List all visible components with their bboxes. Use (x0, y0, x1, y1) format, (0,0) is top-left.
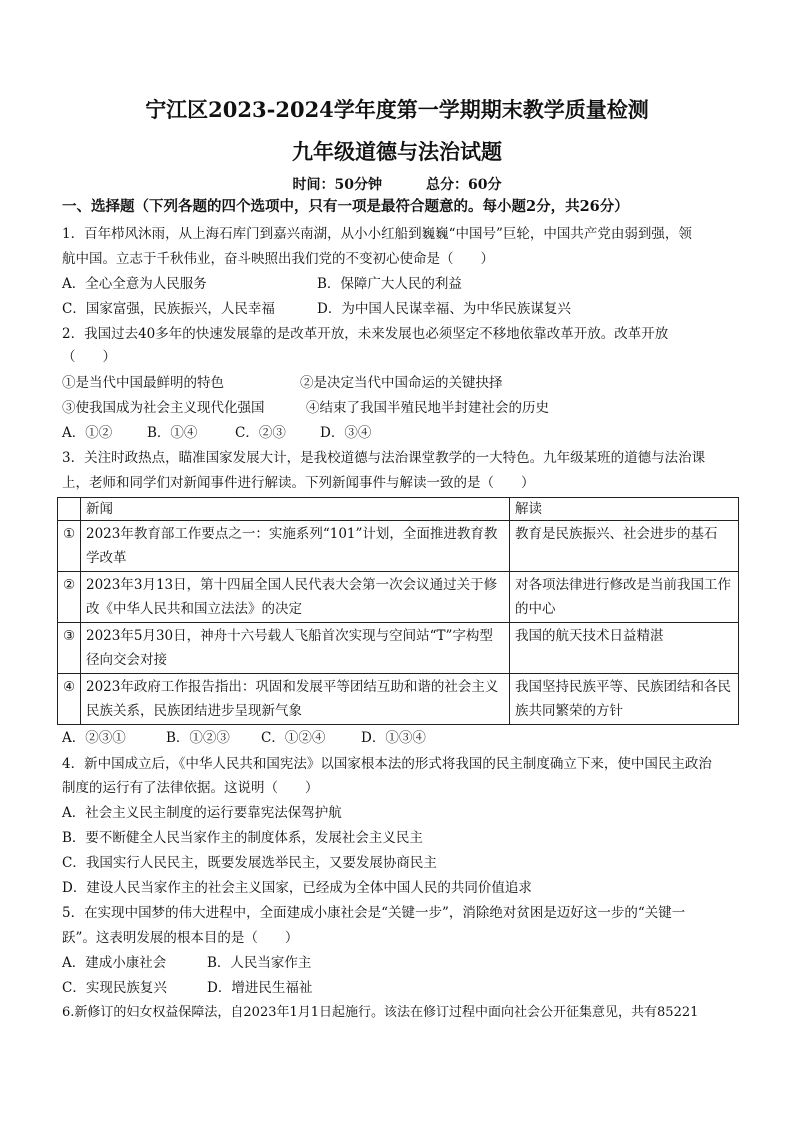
q2-option-a: A．①② (62, 425, 113, 441)
table-row (58, 521, 739, 572)
q5-option-d: D．增进民生福祉 (207, 980, 313, 996)
time-label: 时间：50分钟 (292, 177, 382, 193)
table-row (58, 623, 739, 674)
row-number: ① (58, 521, 81, 572)
row-reading: 我国坚持民族平等、民族团结和各民族共同繁荣的方针 (510, 674, 739, 725)
row-number: ③ (58, 623, 81, 674)
table-header-news: 新闻 (81, 498, 510, 521)
q1-option-d: D．为中国人民谋幸福、为中华民族谋复兴 (317, 301, 571, 317)
row-number: ② (58, 572, 81, 623)
table-header-num (58, 498, 81, 521)
row-reading: 对各项法律进行修改是当前我国工作的中心 (510, 572, 739, 623)
row-reading: 我国的航天技术日益精湛 (510, 623, 739, 674)
score-label: 总分：60分 (426, 177, 502, 193)
q2-stem-line1: 2．我国过去40多年的快速发展靠的是改革开放，未来发展也必须坚定不移地依靠改革开放。改革开放 (62, 326, 669, 342)
q6-stem-line1: 6.新修订的妇女权益保障法，自2023年1月1日起施行。该法在修订过程中面向社会公开征集意见，共有85221 (62, 1005, 699, 1020)
q3-stem-line2: 上，老师和同学们对新闻事件进行解读。下列新闻事件与解读一致的是（ ） (62, 475, 535, 491)
q5-stem-line1: 5．在实现中国梦的伟大进程中，全面建成小康社会是“关键一步”，消除绝对贫困是迈好这一步的“关键一 (62, 905, 686, 921)
q1-stem-line2: 航中国。立志于千秋伟业，奋斗映照出我们党的不变初心使命是（ ） (62, 251, 494, 267)
q3-option-c: C．①②④ (261, 730, 326, 746)
table-header-reading: 解读 (510, 498, 739, 521)
q3-option-d: D．①③④ (361, 730, 426, 746)
q3-option-b: B．①②③ (166, 730, 230, 746)
table-row (58, 572, 739, 623)
row-news: 2023年教育部工作要点之一：实施系列“101”计划，全面推进教育教学改革 (81, 521, 510, 572)
q1-options-row2 (62, 300, 571, 318)
exam-title: 宁江区2023-2024学年度第一学期期末教学质量检测 (145, 97, 649, 122)
q2-option-c: C．②③ (235, 425, 286, 441)
q2-options (62, 424, 371, 442)
q4-stem-line1: 4．新中国成立后，《中华人民共和国宪法》以国家根本法的形式将我国的民主制度确立下来，使中国民主政治 (62, 756, 712, 772)
q5-option-c: C．实现民族复兴 (62, 980, 167, 996)
q2-statement-3: ③使我国成为社会主义现代化强国 (62, 400, 265, 416)
table-row (58, 674, 739, 725)
row-reading: 教育是民族振兴、社会进步的基石 (510, 521, 739, 572)
q4-option-a: A．社会主义民主制度的运行要靠宪法保驾护航 (62, 805, 342, 821)
q1-options-row1 (62, 275, 462, 293)
table-header-row (58, 498, 739, 521)
row-number: ④ (58, 674, 81, 725)
q4-option-d: D．建设人民当家作主的社会主义国家，已经成为全体中国人民的共同价值追求 (62, 880, 532, 896)
q2-statement-4: ④结束了我国半殖民地半封建社会的历史 (306, 400, 549, 416)
q1-option-b: B．保障广大人民的利益 (317, 276, 462, 292)
q5-options-row2 (62, 979, 312, 997)
q2-statement-2: ②是决定当代中国命运的关键抉择 (300, 375, 503, 391)
row-news: 2023年政府工作报告指出：巩固和发展平等团结互助和谐的社会主义民族关系，民族团结进步呈现新气象 (81, 674, 510, 725)
exam-meta (0, 174, 794, 194)
q2-option-b: B．①④ (147, 425, 198, 441)
q5-options-row1 (62, 954, 311, 972)
q2-stem-line2: （ ） (62, 349, 116, 365)
q5-option-b: B．人民当家作主 (207, 955, 312, 971)
row-news: 2023年5月30日，神舟十六号载人飞船首次实现与空间站“T”字构型径向交会对接 (81, 623, 510, 674)
q3-options (62, 729, 426, 747)
q2-statement-1: ①是当代中国最鲜明的特色 (62, 375, 224, 391)
q4-option-b: B．要不断健全人民当家作主的制度体系，发展社会主义民主 (62, 830, 423, 846)
q2-statements-row1 (62, 374, 503, 392)
q2-statements-row2 (62, 399, 549, 417)
row-news: 2023年3月13日，第十四届全国人民代表大会第一次会议通过关于修改《中华人民共和国立法法》的决定 (81, 572, 510, 623)
q4-option-c: C．我国实行人民民主，既要发展选举民主，又要发展协商民主 (62, 855, 437, 871)
q1-option-a: A．全心全意为人民服务 (62, 276, 207, 292)
q5-option-a: A．建成小康社会 (62, 955, 167, 971)
q5-stem-line2: 跃”。这表明发展的根本目的是（ ） (62, 930, 299, 946)
news-table (57, 497, 739, 725)
q3-stem-line1: 3．关注时政热点，瞄准国家发展大计，是我校道德与法治课堂教学的一大特色。九年级某班的道德与法治课 (62, 450, 706, 466)
section-heading: 一、选择题（下列各题的四个选项中，只有一项是最符合题意的。每小题2分，共26分） (62, 198, 629, 215)
q3-option-a: A．②③① (62, 730, 126, 746)
q1-option-c: C．国家富强，民族振兴，人民幸福 (62, 301, 275, 317)
q4-stem-line2: 制度的运行有了法律依据。这说明（ ） (62, 780, 319, 796)
q1-stem-line1: 1．百年栉风沐雨，从上海石库门到嘉兴南湖，从小小红船到巍巍“中国号”巨轮，中国共产党由弱到强，领 (62, 226, 692, 242)
q2-option-d: D．③④ (320, 425, 372, 441)
exam-subtitle: 九年级道德与法治试题 (292, 139, 502, 164)
